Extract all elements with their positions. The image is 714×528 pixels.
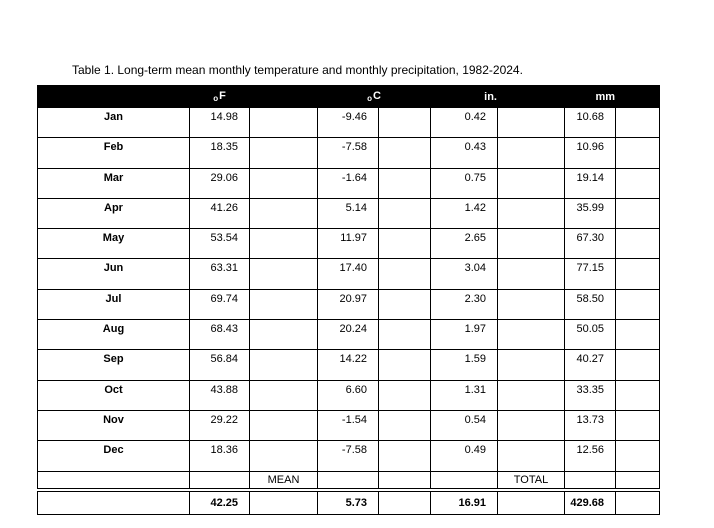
value-fahrenheit: 43.88: [190, 380, 250, 410]
value-celsius: 5.14: [318, 198, 379, 228]
value-fahrenheit: 14.98: [190, 108, 250, 138]
value-inches: 0.75: [431, 168, 498, 198]
table-caption: Table 1. Long-term mean monthly temperature and monthly precipitation, 1982-2024.: [72, 63, 523, 77]
value-celsius: 11.97: [318, 229, 379, 259]
value-celsius: -9.46: [318, 108, 379, 138]
table-row: [38, 229, 660, 259]
table-row: [38, 198, 660, 228]
climate-table: [37, 85, 660, 515]
value-fahrenheit: 41.26: [190, 198, 250, 228]
table-row: [38, 410, 660, 440]
value-celsius: -1.64: [318, 168, 379, 198]
month-name: Nov: [38, 410, 190, 440]
value-millimeters: 10.68: [565, 108, 616, 138]
value-millimeters: 13.73: [565, 410, 616, 440]
value-fahrenheit: 68.43: [190, 320, 250, 350]
total-inches: 16.91: [431, 490, 498, 515]
table-row: [38, 320, 660, 350]
month-name: Feb: [38, 138, 190, 168]
month-name: Sep: [38, 350, 190, 380]
summary-label-row: [38, 471, 660, 490]
value-fahrenheit: 29.06: [190, 168, 250, 198]
table-row: [38, 350, 660, 380]
value-fahrenheit: 18.36: [190, 441, 250, 471]
month-name: Jun: [38, 259, 190, 289]
value-celsius: -1.54: [318, 410, 379, 440]
total-label: TOTAL: [498, 471, 565, 490]
summary-values-row: [38, 490, 660, 515]
value-millimeters: 12.56: [565, 441, 616, 471]
value-inches: 1.59: [431, 350, 498, 380]
value-inches: 1.97: [431, 320, 498, 350]
value-fahrenheit: 29.22: [190, 410, 250, 440]
month-name: Jul: [38, 289, 190, 319]
value-inches: 1.42: [431, 198, 498, 228]
table-row: [38, 259, 660, 289]
month-name: Dec: [38, 441, 190, 471]
value-inches: 2.30: [431, 289, 498, 319]
table-row: [38, 168, 660, 198]
table-row: [38, 108, 660, 138]
value-celsius: 14.22: [318, 350, 379, 380]
value-millimeters: 77.15: [565, 259, 616, 289]
value-inches: 0.42: [431, 108, 498, 138]
value-inches: 0.54: [431, 410, 498, 440]
value-inches: 1.31: [431, 380, 498, 410]
table-row: [38, 138, 660, 168]
header-fahrenheit: oF: [190, 86, 250, 108]
value-millimeters: 58.50: [565, 289, 616, 319]
value-inches: 0.43: [431, 138, 498, 168]
value-millimeters: 35.99: [565, 198, 616, 228]
value-fahrenheit: 18.35: [190, 138, 250, 168]
value-celsius: 20.97: [318, 289, 379, 319]
mean-celsius: 5.73: [318, 490, 379, 515]
total-millimeters: 429.68: [565, 490, 616, 515]
header-row: [38, 86, 660, 108]
header-celsius: oC: [318, 86, 431, 108]
month-name: Apr: [38, 198, 190, 228]
month-name: Jan: [38, 108, 190, 138]
value-fahrenheit: 69.74: [190, 289, 250, 319]
value-millimeters: 50.05: [565, 320, 616, 350]
month-name: Aug: [38, 320, 190, 350]
month-name: May: [38, 229, 190, 259]
value-inches: 0.49: [431, 441, 498, 471]
value-millimeters: 10.96: [565, 138, 616, 168]
header-month: [38, 86, 190, 108]
table-row: [38, 289, 660, 319]
value-millimeters: 19.14: [565, 168, 616, 198]
header-millimeters: mm: [565, 86, 616, 108]
value-inches: 3.04: [431, 259, 498, 289]
value-inches: 2.65: [431, 229, 498, 259]
value-fahrenheit: 63.31: [190, 259, 250, 289]
table-row: [38, 380, 660, 410]
value-fahrenheit: 53.54: [190, 229, 250, 259]
value-celsius: 17.40: [318, 259, 379, 289]
month-name: Oct: [38, 380, 190, 410]
mean-label: MEAN: [250, 471, 318, 490]
value-celsius: 20.24: [318, 320, 379, 350]
value-millimeters: 67.30: [565, 229, 616, 259]
header-inches: in.: [431, 86, 498, 108]
mean-fahrenheit: 42.25: [190, 490, 250, 515]
value-celsius: -7.58: [318, 138, 379, 168]
value-millimeters: 33.35: [565, 380, 616, 410]
value-celsius: -7.58: [318, 441, 379, 471]
value-celsius: 6.60: [318, 380, 379, 410]
value-millimeters: 40.27: [565, 350, 616, 380]
table-row: [38, 441, 660, 471]
month-name: Mar: [38, 168, 190, 198]
value-fahrenheit: 56.84: [190, 350, 250, 380]
table-body: [38, 108, 660, 515]
